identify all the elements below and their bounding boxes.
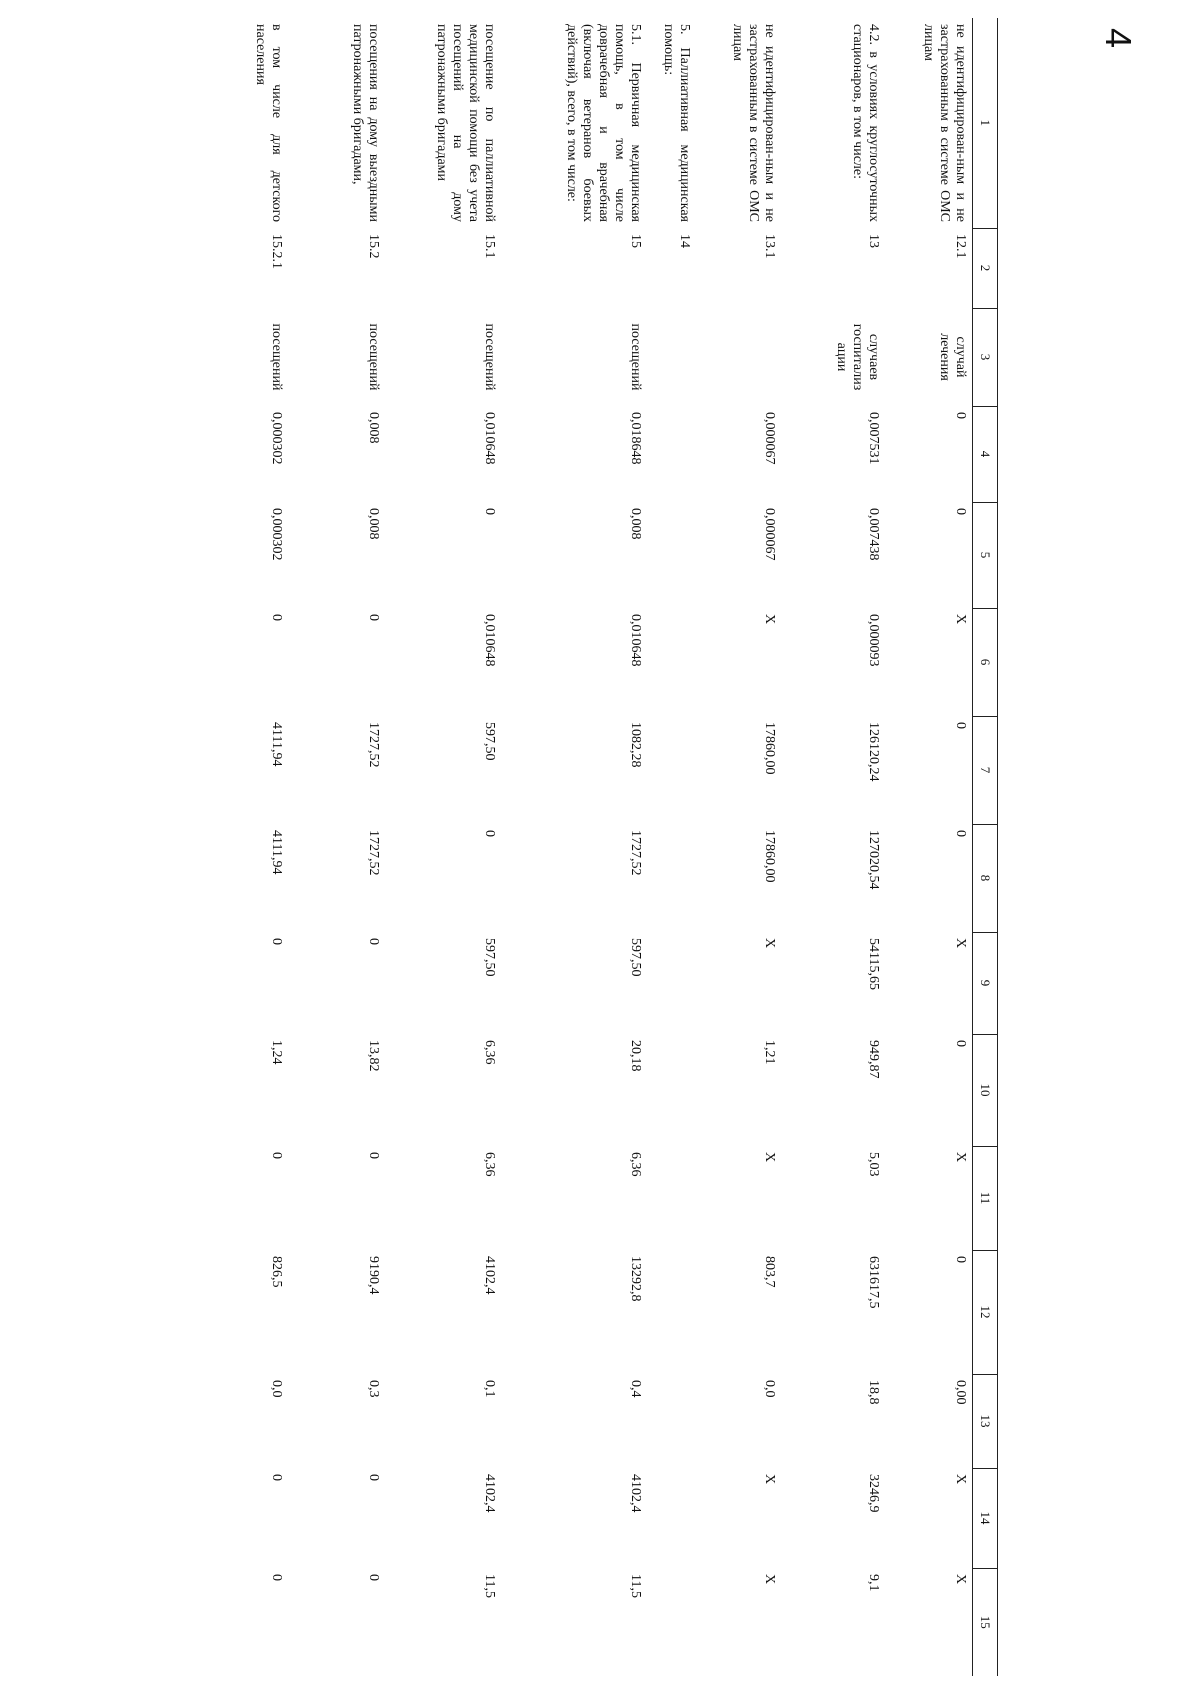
table-cell-col-14: 3246,9 bbox=[866, 1474, 882, 1513]
table-row bbox=[781, 18, 885, 1676]
table-row bbox=[385, 18, 502, 1676]
column-header-6: 6 bbox=[973, 608, 998, 716]
table-cell-col-3: случаев госпитализ ации bbox=[833, 323, 882, 391]
table-row bbox=[198, 18, 288, 1676]
table-cell-col-1: не идентифицирован-ным и не застрахованным в системе ОМС лицам bbox=[920, 24, 968, 222]
table-cell-col-1: не идентифицирован-ным и не застрахованным в системе ОМС лицам bbox=[729, 24, 777, 222]
rotated-table-container bbox=[198, 18, 998, 1676]
table-cell-col-8: 0 bbox=[953, 830, 968, 837]
table-cell-col-12: 826,5 bbox=[268, 1256, 284, 1288]
table-row bbox=[885, 18, 972, 1676]
table-cell-col-12: 13292,8 bbox=[628, 1256, 644, 1302]
data-table bbox=[198, 18, 998, 1676]
table-cell-col-8: 4111,94 bbox=[268, 830, 284, 875]
table-cell-col-4: 0,008 bbox=[365, 412, 381, 444]
table-cell-col-8: 1727,52 bbox=[365, 830, 381, 876]
table-cell-col-14: 0 bbox=[268, 1474, 284, 1481]
table-cell-col-5: 0,008 bbox=[628, 508, 644, 540]
table-cell-col-1: посещения на дому выездными патронажными бригадами, bbox=[349, 24, 381, 222]
table-cell-col-7 bbox=[647, 716, 696, 824]
header-row bbox=[973, 18, 998, 1676]
table-body bbox=[198, 18, 973, 1676]
column-header-12: 12 bbox=[973, 1250, 998, 1374]
table-cell-col-14: 0 bbox=[365, 1474, 381, 1481]
table-cell-col-11: 6,36 bbox=[482, 1152, 498, 1177]
table-cell-col-9: 0 bbox=[268, 938, 284, 945]
table-cell-col-9: 54115,65 bbox=[866, 938, 882, 990]
table-cell-col-5: 0,007438 bbox=[866, 508, 882, 561]
table-cell-col-13 bbox=[647, 1374, 696, 1468]
column-header-1: 1 bbox=[973, 18, 998, 228]
table-cell-col-15: 0 bbox=[365, 1574, 381, 1581]
table-cell-col-5 bbox=[647, 502, 696, 608]
table-cell-col-7: 0 bbox=[953, 722, 968, 729]
table-header bbox=[973, 18, 998, 1676]
table-cell-col-6: X bbox=[761, 614, 777, 625]
table-cell-col-6: 0 bbox=[365, 614, 381, 621]
table-cell-col-8: 17860,00 bbox=[761, 830, 777, 883]
table-cell-col-1: 5.1. Первичная медицинская помощь, в том числе доврачебная и врачебная (включая ветеранов боевых действий), всего, в том числе: bbox=[563, 24, 644, 222]
column-header-13: 13 bbox=[973, 1374, 998, 1468]
table-cell-col-4: 0 bbox=[953, 412, 968, 419]
table-cell-col-7: 126120,24 bbox=[866, 722, 882, 782]
table-cell-col-9: 597,50 bbox=[482, 938, 498, 977]
table-cell-col-11: 0 bbox=[365, 1152, 381, 1159]
table-cell-col-3: посещений bbox=[628, 323, 644, 391]
table-cell-col-9 bbox=[647, 932, 696, 1034]
table-cell-col-14: X bbox=[761, 1474, 777, 1485]
table-cell-col-7: 1082,28 bbox=[628, 722, 644, 768]
table-cell-col-15: 11,5 bbox=[628, 1574, 644, 1598]
table-cell-col-12: 4102,4 bbox=[482, 1256, 498, 1295]
table-cell-col-10: 1,21 bbox=[761, 1040, 777, 1065]
table-cell-col-10: 1,24 bbox=[268, 1040, 284, 1065]
table-cell-col-2: 13.1 bbox=[761, 234, 777, 259]
column-header-10: 10 bbox=[973, 1034, 998, 1146]
table-cell-col-15: 0 bbox=[268, 1574, 284, 1581]
table-cell-col-14 bbox=[647, 1468, 696, 1568]
table-cell-col-9: X bbox=[761, 938, 777, 949]
table-cell-col-5: 0 bbox=[953, 508, 968, 515]
column-header-4: 4 bbox=[973, 406, 998, 502]
table-cell-col-11: 5,03 bbox=[866, 1152, 882, 1177]
column-header-15: 15 bbox=[973, 1568, 998, 1676]
table-cell-col-7: 17860,00 bbox=[761, 722, 777, 775]
table-cell-col-10 bbox=[647, 1034, 696, 1146]
table-cell-col-15 bbox=[647, 1568, 696, 1676]
table-cell-col-15: 11,5 bbox=[482, 1574, 498, 1598]
column-header-11: 11 bbox=[973, 1146, 998, 1250]
table-cell-col-15: 9,1 bbox=[866, 1574, 882, 1592]
table-cell-col-1: 4.2. в условиях круглосуточных стационаров, в том числе: bbox=[850, 24, 882, 222]
table-cell-col-6 bbox=[647, 608, 696, 716]
table-cell-col-4: 0,000067 bbox=[761, 412, 777, 465]
table-cell-col-8: 1727,52 bbox=[628, 830, 644, 876]
table-cell-col-13: 0,4 bbox=[628, 1380, 644, 1398]
table-cell-col-2: 15.1 bbox=[482, 234, 498, 259]
table-cell-col-2: 12.1 bbox=[953, 234, 968, 259]
table-cell-col-6: X bbox=[953, 614, 968, 625]
table-cell-col-8: 127020,54 bbox=[866, 830, 882, 890]
table-cell-col-13: 0,00 bbox=[953, 1380, 968, 1405]
table-cell-col-7: 4111,94 bbox=[268, 722, 284, 767]
table-cell-col-11: 6,36 bbox=[628, 1152, 644, 1177]
table-cell-col-9: 597,50 bbox=[628, 938, 644, 977]
column-header-8: 8 bbox=[973, 824, 998, 932]
table-cell-col-2: 14 bbox=[676, 234, 692, 248]
table-cell-col-7: 597,50 bbox=[482, 722, 498, 761]
column-header-7: 7 bbox=[973, 716, 998, 824]
table-cell-col-10: 6,36 bbox=[482, 1040, 498, 1065]
table-cell-col-11: X bbox=[761, 1152, 777, 1163]
table-cell-col-13: 0,0 bbox=[761, 1380, 777, 1398]
table-cell-col-10: 20,18 bbox=[628, 1040, 644, 1072]
column-header-3: 3 bbox=[973, 308, 998, 406]
column-header-14: 14 bbox=[973, 1468, 998, 1568]
table-cell-col-14: X bbox=[953, 1474, 968, 1485]
table-cell-col-2: 13 bbox=[866, 234, 882, 248]
table-cell-col-12: 0 bbox=[953, 1256, 968, 1263]
table-cell-col-5: 0,000302 bbox=[268, 508, 284, 561]
table-cell-col-1: посещение по паллиативной медицинской помощи без учета посещений на дому патронажными бригадами bbox=[434, 24, 498, 222]
table-cell-col-3 bbox=[696, 308, 781, 406]
table-cell-col-8 bbox=[647, 824, 696, 932]
table-cell-col-2: 15.2.1 bbox=[268, 234, 284, 269]
table-cell-col-10: 0 bbox=[953, 1040, 968, 1047]
table-row bbox=[501, 18, 647, 1676]
table-cell-col-11: X bbox=[953, 1152, 968, 1163]
table-cell-col-6: 0,010648 bbox=[628, 614, 644, 667]
table-cell-col-1: 5. Паллиативная медицинская помощь: bbox=[660, 24, 692, 222]
table-cell-col-13: 18,8 bbox=[866, 1380, 882, 1405]
table-cell-col-6: 0,010648 bbox=[482, 614, 498, 667]
table-cell-col-13: 0,0 bbox=[268, 1380, 284, 1398]
table-cell-col-14: 4102,4 bbox=[628, 1474, 644, 1513]
table-cell-col-6: 0,000093 bbox=[866, 614, 882, 667]
table-cell-col-6: 0 bbox=[268, 614, 284, 621]
table-cell-col-9: 0 bbox=[365, 938, 381, 945]
table-cell-col-11: 0 bbox=[268, 1152, 284, 1159]
table-cell-col-3: случай лечения bbox=[936, 333, 968, 381]
table-cell-col-3 bbox=[647, 308, 696, 406]
table-cell-col-3: посещений bbox=[482, 323, 498, 391]
table-cell-col-5: 0 bbox=[482, 508, 498, 515]
table-cell-col-4: 0,010648 bbox=[482, 412, 498, 465]
table-cell-col-12 bbox=[647, 1250, 696, 1374]
column-header-9: 9 bbox=[973, 932, 998, 1034]
table-cell-col-4: 0,007531 bbox=[866, 412, 882, 465]
table-cell-col-13: 0,3 bbox=[365, 1380, 381, 1398]
table-cell-col-2: 15 bbox=[628, 234, 644, 248]
table-cell-col-7: 1727,52 bbox=[365, 722, 381, 768]
table-cell-col-14: 4102,4 bbox=[482, 1474, 498, 1513]
table-cell-col-1: в том числе для детского населения bbox=[252, 24, 284, 222]
table-cell-col-3: посещений bbox=[365, 323, 381, 391]
table-cell-col-5: 0,008 bbox=[365, 508, 381, 540]
table-cell-col-10: 13,82 bbox=[365, 1040, 381, 1072]
table-cell-col-15: X bbox=[761, 1574, 777, 1585]
table-cell-col-8: 0 bbox=[482, 830, 498, 837]
table-cell-col-13: 0,1 bbox=[482, 1380, 498, 1398]
table-cell-col-3: посещений bbox=[268, 323, 284, 391]
table-cell-col-15: X bbox=[953, 1574, 968, 1585]
table-cell-col-11 bbox=[647, 1146, 696, 1250]
table-cell-col-10: 949,87 bbox=[866, 1040, 882, 1079]
table-cell-col-4 bbox=[647, 406, 696, 502]
table-cell-col-9: X bbox=[953, 938, 968, 949]
table-cell-col-5: 0,000067 bbox=[761, 508, 777, 561]
column-header-2: 2 bbox=[973, 228, 998, 308]
page-number: 4 bbox=[1098, 27, 1140, 49]
table-cell-col-4: 0,000302 bbox=[268, 412, 284, 465]
table-cell-col-12: 631617,5 bbox=[866, 1256, 882, 1309]
table-cell-col-12: 9190,4 bbox=[365, 1256, 381, 1295]
table-cell-col-4: 0,018648 bbox=[628, 412, 644, 465]
table-cell-col-12: 803,7 bbox=[761, 1256, 777, 1288]
table-row bbox=[647, 18, 696, 1676]
table-row bbox=[288, 18, 385, 1676]
table-row bbox=[696, 18, 781, 1676]
column-header-5: 5 bbox=[973, 502, 998, 608]
table-cell-col-2: 15.2 bbox=[365, 234, 381, 259]
